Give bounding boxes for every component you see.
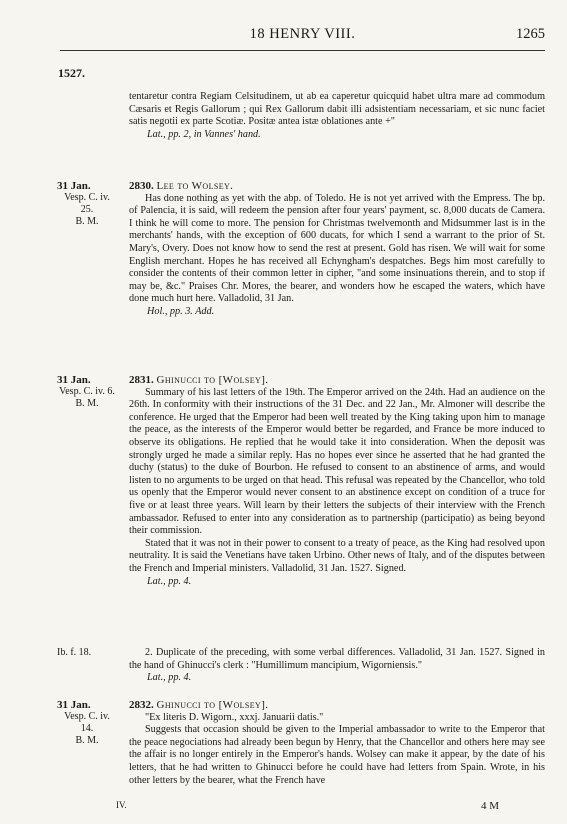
entry-title: Ghinucci to [Wolsey]. — [156, 374, 269, 386]
entry-2830 — [129, 180, 545, 319]
entry-2831-margin — [57, 374, 123, 410]
entry-bm: B. M. — [75, 735, 99, 746]
header-rule — [60, 50, 545, 51]
entry-source: Hol., pp. 3. Add. — [147, 305, 215, 317]
entry-date: 31 Jan. — [57, 374, 91, 386]
entry-bm: B. M. — [75, 216, 99, 227]
entry-source: Lat., pp. 4. — [147, 672, 192, 684]
entry-number: 2830. — [129, 180, 154, 192]
entry-2832 — [129, 699, 545, 787]
signature-mark: IV. — [116, 800, 127, 810]
entry-number: 2832. — [129, 699, 154, 711]
entry-heading — [129, 699, 545, 712]
entry-paragraph: 2. Duplicate of the preceding, with some verbal differences. Valladolid, 31 Jan. 1527. Signed in the hand of Ghinucci's clerk : "Humillimum mancipium, Wigorniensis." — [129, 647, 545, 671]
entry-duplicate — [129, 647, 545, 685]
entry-ref: Ib. f. 18. — [57, 647, 92, 658]
entry-heading — [129, 180, 545, 193]
entry-title: Lee to Wolsey. — [156, 180, 234, 192]
entry-ref: Vesp. C. iv. 14. — [64, 711, 110, 734]
entry-paragraph: Has done nothing as yet with the abp. of Toledo. He is not yet arrived with the Empress. The bp. of Palencia, it is said, will redeem the pension after four years' payment, sc. 8,000 ducats de Camera. I think he will come to more. The pension for Christmas twelvemonth and Midsummer last is in the merchants' hands, with the exception of 600 ducats, for which I send a warrant to the prior of St. Mary's, Overy. Does not know how to send the rest at present. Gold has risen. We will wait for some English merchant. Hopes he has received all Echyngham's despatches. Begs him most carefully to consider the contents of their common letter in cipher, "and some insinuations therein, and to stop if may be, &c." Praises Chr. Mores, the bearer, and wonders how he escaped the waters, which have done much hurt here. Valladolid, 31 Jan. — [129, 192, 545, 305]
duplicate-margin — [57, 647, 123, 659]
entry-2831 — [129, 374, 545, 588]
entry-bm: B. M. — [75, 398, 99, 409]
entry-ref: Vesp. C. iv. 25. — [64, 192, 110, 215]
margin-year: 1527. — [58, 66, 85, 80]
entry-2832-margin — [57, 699, 123, 747]
entry-paragraph: "Ex literis D. Wigorn., xxxj. Januarii datis." — [145, 711, 324, 723]
running-title: 18 HENRY VIII. — [249, 26, 356, 42]
intro-source: Lat., pp. 2, in Vannes' hand. — [147, 128, 261, 140]
entry-ref: Vesp. C. iv. 6. — [59, 386, 115, 397]
entry-paragraph: Suggests that occasion should be given to the Imperial ambassador to write to the Emperor that the peace negociations had already been begun by Henry, that the Chancellor and others here may see the affair is no longer entirely in the Emperor's hands. Wolsey can make it appear, by the date of his letters, that he had written to Ghinucci before he could have had letters from Spain. Wrote, in his other letters by the bearer, what the French have — [129, 724, 545, 786]
intro-block — [129, 91, 545, 141]
page-number: 1265 — [516, 26, 545, 42]
entry-paragraph: Stated that it was not in their power to consent to a treaty of peace, as the King had resolved upon neutrality. It is said the Venetians have taken Urbino. Other news of Italy, and of the disputes between the French and Imperial ministers. Valladolid, 31 Jan. 1527. Signed. — [129, 537, 545, 574]
intro-text: tentaretur contra Regiam Celsitudinem, ut ab ea caperetur quicquid habet ultra mare ad commodum Cæsaris et Regis Gallorum ; qui Rex Gallorum dabit illi adsistentiam necessariam, et sic nunc faciet satis negotii ex parte Scotiæ. Positæ antea istæ oblationes ante +" — [129, 91, 545, 128]
entry-date: 31 Jan. — [57, 699, 91, 711]
running-header — [60, 26, 545, 46]
sheet-mark: 4 M — [480, 800, 499, 812]
entry-source: Lat., pp. 4. — [147, 575, 192, 587]
entry-title: Ghinucci to [Wolsey]. — [156, 699, 269, 711]
entry-date: 31 Jan. — [57, 180, 91, 192]
entry-number: 2831. — [129, 374, 154, 386]
entry-paragraph: Summary of his last letters of the 19th. The Emperor arrived on the 24th. Had an audience on the 26th. In conformity with their instructions of the 31 Dec. and 22 Jan., Mr. Almoner will describe the conference. He urged that the Emperor had been well treated by the King taking upon him to manage the peace, as the interests of the Emperor would better be regarded, and France be more induced to observe its obligations. He replied that he would take it into consideration. When the deposit was strongly urged he made a similar reply. Has no hopes ever since he asserted that he had granted the duchy (status) to the duke of Bourbon. He refused to consent to an abstinence of arms, and would listen to no arguments to be urged on that head. This refusal was repeated by the Chancellor, who told us openly that the Emperor would never consent to an abstinence except on condition of a truce for five or at least three years. Will learn by their letters the subjects of their interview with the French ambassador. Refused to enter into any consideration as to partnership (participatio) as being beyond their commission. — [129, 386, 545, 537]
entry-heading — [129, 374, 545, 387]
entry-2830-margin — [57, 180, 123, 228]
